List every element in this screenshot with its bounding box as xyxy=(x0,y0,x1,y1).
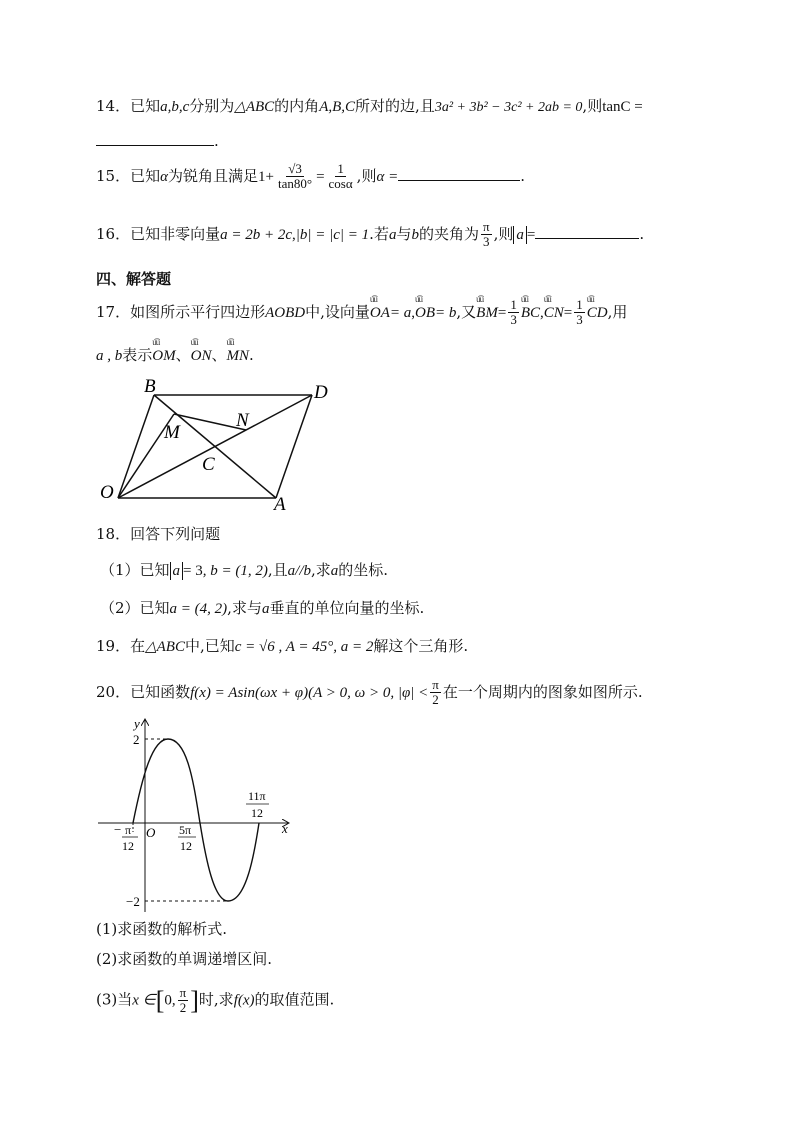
q19-line: 19．在△ABC中,已知c = √6 , A = 45°, a = 2解这个三角形. xyxy=(96,637,469,655)
label-o: O xyxy=(100,482,114,503)
q15-frac-1: $\frac{√3}{\tan 80^\circ}$ xyxy=(277,161,313,192)
sine-graph xyxy=(96,716,306,916)
label-d: D xyxy=(314,382,328,403)
q18-part2: （2）已知a = (4, 2),求与a垂直的单位向量的坐标. xyxy=(100,599,425,617)
label-a: A xyxy=(274,494,286,515)
q19-number: 19． xyxy=(96,637,131,655)
label-m: M xyxy=(164,422,180,443)
q15-line: 15．已知α为锐角且满足1+ $\frac{√3}{\tan 80^\circ}$ = $\frac{1}{\cos\alpha}$ ,则α = . xyxy=(96,161,525,192)
q15-number: 15． xyxy=(96,166,131,185)
q14-line1: 14．已知a,b,c分别为△ABC的内角A,B,C所对的边,且3a² + 3b² − 3c² + 2ab = 0,则tanC = xyxy=(96,97,643,115)
q18-part1: （1）已知 a = 3, b = (1, 2),且a//b,求a的坐标. xyxy=(100,561,389,579)
origin-label: O xyxy=(146,825,156,840)
q17-line1: 17．如图所示平行四边形AOBD中,设向量u͡u OA= a,u͡u OB= b,又u͡u BM= $\frac{1}{3}$ u͡u BC,u͡u CN= $\frac{1}{3}$ u͡u CD,用 xyxy=(96,298,627,328)
q16-number: 16． xyxy=(96,224,131,243)
x1-num: π xyxy=(125,823,132,837)
y-max-label: 2 xyxy=(133,732,140,747)
y-axis-label: y xyxy=(134,716,140,731)
segment-ba xyxy=(154,395,276,498)
x1-den: 12 xyxy=(122,839,134,853)
q16-line: 16．已知非零向量a = 2b + 2c,|b| = |c| = 1.若a与b的夹角为 $\frac{\pi}{3}$ ,则 a = . xyxy=(96,219,645,250)
q18-title: 18．回答下列问题 xyxy=(96,525,221,543)
q14-number: 14． xyxy=(96,97,131,115)
x3-den: 12 xyxy=(251,806,263,820)
q20-number: 20． xyxy=(96,682,131,701)
parallelogram-figure xyxy=(96,376,346,516)
x2-den: 12 xyxy=(180,839,192,853)
q20-line: 20．已知函数f(x) = Asin(ωx + φ)(A > 0, ω > 0, |φ| < $\frac{\pi}{2}$ 在一个周期内的图象如图所示. xyxy=(96,677,643,708)
x1-sign: − xyxy=(114,822,122,837)
q17-line2: a , b表示u͡u OM、u͡u ON、u͡u MN. xyxy=(96,346,254,365)
section-heading: 四、解答题 xyxy=(96,270,172,288)
q20-part2: (2)求函数的单调递增区间. xyxy=(96,950,273,968)
q16-answer-blank[interactable] xyxy=(535,238,639,239)
q20-part1: (1)求函数的解析式. xyxy=(96,920,228,938)
q20-part3: (3)当x ∈[0, $\frac{\pi}{2}$ ]时,求f(x)的取值范围. xyxy=(96,984,335,1016)
q17-number: 17． xyxy=(96,302,131,321)
label-c: C xyxy=(202,454,215,475)
x3-num: 11π xyxy=(248,789,266,803)
x-axis-label: x xyxy=(282,821,288,836)
sine-curve xyxy=(133,739,259,901)
q15-frac-2: $\frac{1}{\cos\alpha}$ xyxy=(328,161,353,192)
x2-num: 5π xyxy=(179,823,192,837)
y-min-label: −2 xyxy=(126,894,140,909)
q18-number: 18． xyxy=(96,525,131,543)
label-b: B xyxy=(144,376,156,397)
label-n: N xyxy=(236,410,249,431)
q14-answer-blank[interactable]: . xyxy=(96,132,219,150)
q15-answer-blank[interactable] xyxy=(398,180,520,181)
q16-angle-frac: $\frac{\pi}{3}$ xyxy=(482,219,490,250)
